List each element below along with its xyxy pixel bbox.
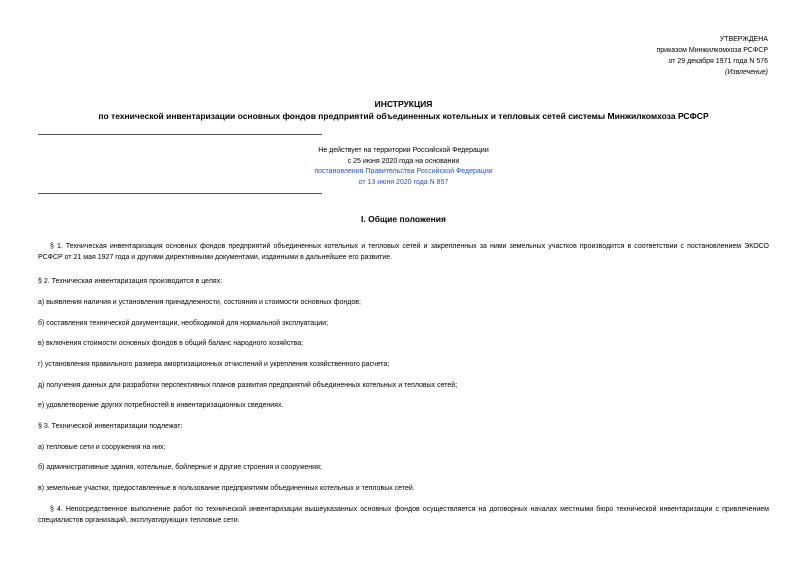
paragraph-3: § 3. Технической инвентаризации подлежат: [38, 423, 183, 430]
approval-order: приказом Минжилкомхоза РСФСР [656, 47, 768, 54]
list-item-e: е) удовлетворение других потребностей в инвентаризационных сведениях. [38, 402, 284, 409]
list-item-b: б) составления технической документации, необходимой для нормальной эксплуатации; [38, 320, 329, 327]
validity-notice [0, 146, 807, 188]
notice-line-2: с 25 июня 2020 года на основании [347, 157, 460, 165]
approval-date: от 29 декабря 1971 года N 576 [668, 58, 768, 65]
divider-bottom [38, 193, 322, 194]
document-subtitle: по технической инвентаризации основных фондов предприятий объединенных котельных и тепловых сетей системы Минжилкомхоза РСФСР [98, 111, 709, 121]
paragraph-2: § 2. Техническая инвентаризация производится в целях: [38, 278, 223, 285]
approval-extract-note: (Извлечение) [725, 69, 768, 76]
paragraph-4: § 4. Непосредственное выполнение работ по технической инвентаризации вышеуказанных основных фондов осуществляется на договорных началах местными бюро технической инвентаризации с привлечением специалистов организаций, эксплуатирующих тепловые сети. [38, 506, 769, 524]
document-title-block [0, 98, 807, 122]
list-item-3b: б) административные здания, котельные, бойлерные и другие строения и сооружения; [38, 464, 322, 471]
list-item-v: в) включения стоимости основных фондов в общий баланс народного хозяйства; [38, 340, 304, 347]
section-heading: I. Общие положения [361, 214, 446, 224]
list-item-3v: в) земельные участки, предоставленные в пользование предприятиям объединенных котельных и тепловых сетей. [38, 485, 415, 492]
notice-decree-date-link[interactable]: от 13 июня 2020 года N 857 [358, 178, 449, 186]
document-title: ИНСТРУКЦИЯ [374, 99, 433, 109]
approval-status: УТВЕРЖДЕНА [719, 36, 768, 43]
notice-decree-link[interactable]: постановления Правительства Российской Федерации [314, 168, 493, 175]
list-item-3a: а) тепловые сети и сооружения на них; [38, 444, 166, 451]
approval-block [656, 34, 768, 78]
paragraph-1: § 1. Техническая инвентаризация основных фондов предприятий объединенных котельных и тепловых сетей и закрепленных за ними земельных участков производится в соответствии с постановлением ЭКОСО РСФСР от 21 мая 1927 года и другими директивными документами, изданными в дальнейшее его развитие. [38, 243, 769, 261]
list-item-g: г) установления правильного размера амортизационных отчислений и укрепления хозяйственного расчета; [38, 361, 390, 368]
list-item-a: а) выявления наличия и установления принадлежности, состояния и стоимости основных фондов; [38, 299, 361, 306]
divider-top [38, 134, 322, 135]
notice-line-1: Не действует на территории Российской Федерации [318, 147, 489, 154]
list-item-d: д) получения данных для разработки перспективных планов развития предприятий объединенных котельных и тепловых сетей; [38, 382, 458, 389]
